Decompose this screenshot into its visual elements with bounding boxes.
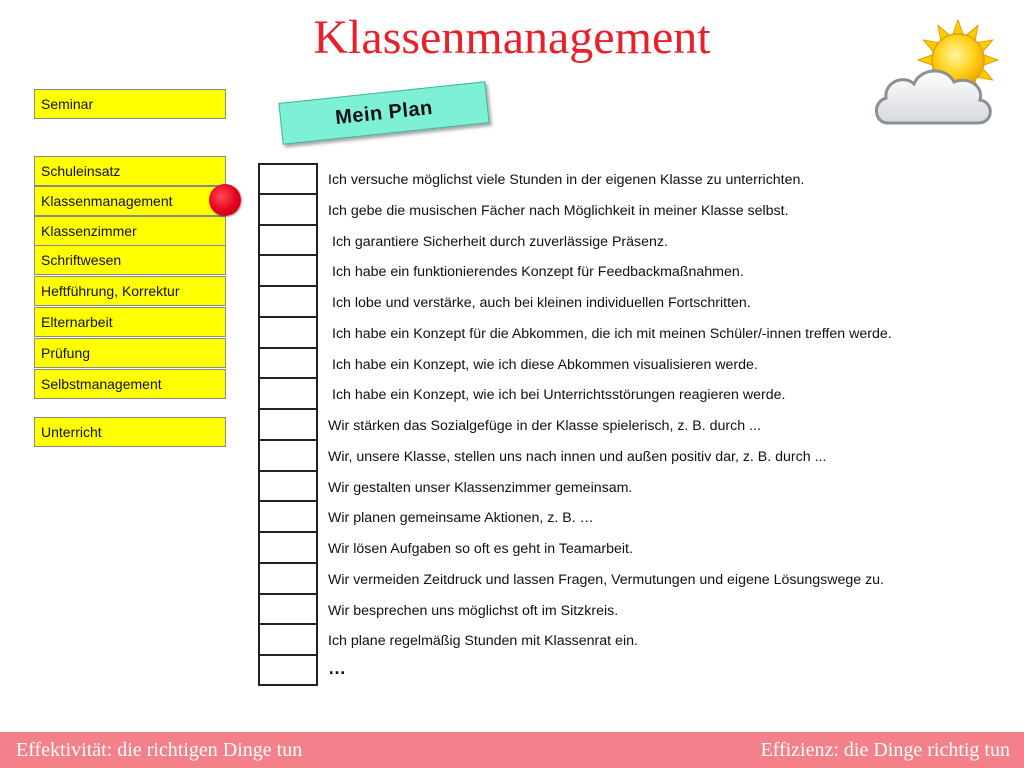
- footer-left-text: Effektivität: die richtigen Dinge tun: [16, 739, 303, 761]
- checklist-text: Ich habe ein funktionierendes Konzept für Feedbackmaßnahmen.: [332, 264, 744, 281]
- nav-klassenmanagement[interactable]: Klassenmanagement: [34, 186, 226, 216]
- nav-seminar[interactable]: Seminar: [34, 89, 226, 119]
- checkbox[interactable]: [258, 655, 318, 686]
- nav-heftfuehrung[interactable]: Heftführung, Korrektur: [34, 276, 226, 306]
- plan-badge: Mein Plan: [278, 81, 489, 145]
- checklist-text: Wir besprechen uns möglichst oft im Sitzkreis.: [328, 602, 619, 619]
- checklist-text: Ich garantiere Sicherheit durch zuverlässige Präsenz.: [332, 233, 668, 250]
- nav-selbstmanagement[interactable]: Selbstmanagement: [34, 369, 226, 399]
- nav-schriftwesen[interactable]: Schriftwesen: [34, 245, 226, 275]
- footer-right-text: Effizienz: die Dinge richtig tun: [760, 739, 1010, 761]
- plan-checklist: [258, 163, 1018, 686]
- checklist-item: [258, 471, 1018, 502]
- checkbox[interactable]: [258, 317, 318, 348]
- checkbox[interactable]: [258, 532, 318, 563]
- checklist-item: [258, 348, 1018, 379]
- checklist-item: [258, 194, 1018, 225]
- checklist-text: Ich habe ein Konzept, wie ich bei Unterrichtsstörungen reagieren werde.: [332, 387, 786, 404]
- nav-unterricht[interactable]: Unterricht: [34, 417, 226, 447]
- checkbox[interactable]: [258, 286, 318, 317]
- checkbox[interactable]: [258, 255, 318, 286]
- active-marker-icon: [209, 184, 241, 216]
- checklist-text: Ich habe ein Konzept, wie ich diese Abkommen visualisieren werde.: [332, 356, 758, 373]
- checklist-text: Wir, unsere Klasse, stellen uns nach innen und außen positiv dar, z. B. durch ...: [328, 448, 827, 465]
- checkbox[interactable]: [258, 594, 318, 625]
- checklist-text: Ich versuche möglichst viele Stunden in der eigenen Klasse zu unterrichten.: [328, 172, 805, 188]
- nav-pruefung[interactable]: Prüfung: [34, 338, 226, 368]
- checklist-text: Wir vermeiden Zeitdruck und lassen Fragen, Vermutungen und eigene Lösungswege zu.: [328, 571, 884, 588]
- checkbox[interactable]: [258, 501, 318, 532]
- footer-bar: [0, 732, 1024, 768]
- checkbox[interactable]: [258, 563, 318, 594]
- checklist-text: Wir gestalten unser Klassenzimmer gemeinsam.: [328, 479, 633, 496]
- checklist-item: [258, 563, 1018, 594]
- checkbox[interactable]: [258, 378, 318, 409]
- checklist-item: [258, 255, 1018, 286]
- checklist-text: Wir planen gemeinsame Aktionen, z. B. …: [328, 510, 594, 527]
- sun-cloud-icon: [870, 18, 1005, 138]
- checklist-item: [258, 286, 1018, 317]
- checklist-text: Ich lobe und verstärke, auch bei kleinen individuellen Fortschritten.: [332, 295, 751, 311]
- checklist-item: [258, 225, 1018, 256]
- checklist-item: [258, 501, 1018, 532]
- checklist-item: [258, 317, 1018, 348]
- page-title: Klassenmanagement: [313, 11, 711, 64]
- checklist-item: [258, 624, 1018, 655]
- checklist-item: [258, 440, 1018, 471]
- checkbox[interactable]: [258, 163, 318, 194]
- checklist-text: Wir stärken das Sozialgefüge in der Klasse spielerisch, z. B. durch ...: [328, 418, 761, 434]
- checklist-text: Ich habe ein Konzept für die Abkommen, die ich mit meinen Schüler/-innen treffen werde.: [332, 325, 892, 342]
- checklist-text: Ich plane regelmäßig Stunden mit Klassenrat ein.: [328, 633, 638, 650]
- checklist-text: Ich gebe die musischen Fächer nach Möglichkeit in meiner Klasse selbst.: [328, 202, 789, 219]
- checkbox[interactable]: [258, 440, 318, 471]
- nav-klassenzimmer[interactable]: Klassenzimmer: [34, 216, 226, 246]
- nav-schuleinsatz[interactable]: Schuleinsatz: [34, 156, 226, 186]
- checkbox[interactable]: [258, 348, 318, 379]
- nav-elternarbeit[interactable]: Elternarbeit: [34, 307, 226, 337]
- checklist-item: [258, 378, 1018, 409]
- checklist-item: [258, 655, 1018, 686]
- checkbox[interactable]: [258, 409, 318, 440]
- checklist-item: [258, 163, 1018, 194]
- checklist-item: [258, 409, 1018, 440]
- checkbox[interactable]: [258, 194, 318, 225]
- checklist-text: Wir lösen Aufgaben so oft es geht in Teamarbeit.: [328, 541, 633, 557]
- checkbox[interactable]: [258, 225, 318, 256]
- checkbox[interactable]: [258, 471, 318, 502]
- checkbox[interactable]: [258, 624, 318, 655]
- checklist-item: [258, 594, 1018, 625]
- checklist-text: …: [328, 658, 346, 678]
- checklist-item: [258, 532, 1018, 563]
